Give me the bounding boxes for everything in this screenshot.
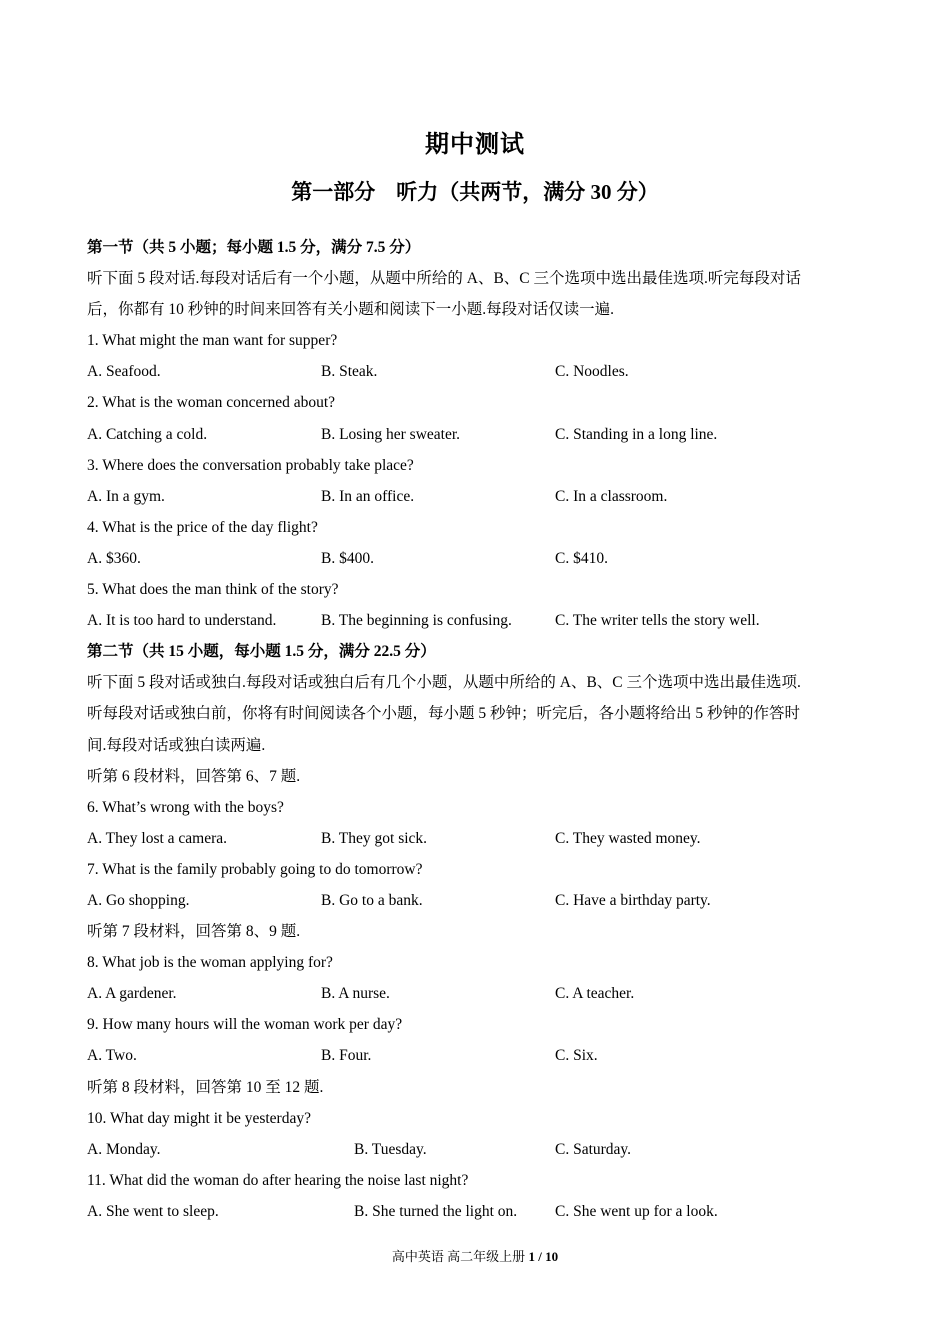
option-a: A. They lost a camera.: [87, 829, 228, 847]
section-heading: 第一节（共 5 小题；每小题 1.5 分，满分 7.5 分）: [87, 239, 421, 256]
option-b: B. Steak.: [321, 363, 378, 381]
option-c: C. Have a birthday party.: [555, 891, 711, 909]
question-stem: 10. What day might it be yesterday?: [87, 1109, 311, 1127]
material-note: 听第 6 段材料，回答第 6、7 题.: [87, 767, 301, 785]
question-stem: 2. What is the woman concerned about?: [87, 394, 336, 412]
question-stem: 6. What’s wrong with the boys?: [87, 798, 284, 816]
option-c: C. The writer tells the story well.: [555, 612, 760, 630]
option-c: C. In a classroom.: [555, 487, 668, 505]
instructions: 听下面 5 段对话.每段对话后有一个小题，从题中所给的 A、B、C 三个选项中选出最佳选项.听完每段对话: [87, 270, 801, 288]
question-options: [87, 605, 872, 636]
option-a: A. In a gym.: [87, 487, 165, 505]
option-c: C. They wasted money.: [555, 829, 701, 847]
question-stem: 7. What is the family probably going to do tomorrow?: [87, 860, 423, 878]
option-b: B. Tuesday.: [354, 1140, 427, 1158]
page-number: 1: [528, 1249, 535, 1264]
section-heading: 第二节（共 15 小题，每小题 1.5 分，满分 22.5 分）: [87, 643, 436, 661]
footer-text: 高中英语 高二年级上册: [391, 1249, 529, 1264]
question-options: [87, 1134, 872, 1165]
option-a: A. Monday.: [87, 1140, 161, 1158]
question-stem: 3. Where does the conversation probably take place?: [87, 456, 414, 474]
option-a: A. Go shopping.: [87, 891, 190, 909]
page-separator: /: [534, 1249, 546, 1264]
question-options: [87, 481, 872, 512]
page-total: 10: [545, 1249, 559, 1264]
option-b: B. In an office.: [321, 487, 415, 505]
option-b: B. Go to a bank.: [321, 891, 423, 909]
question-options: [87, 885, 872, 916]
question-options: [87, 543, 872, 574]
question-stem: 1. What might the man want for supper?: [87, 332, 338, 350]
material-note: 听第 8 段材料，回答第 10 至 12 题.: [87, 1078, 324, 1096]
question-options: [87, 823, 872, 854]
question-options: [87, 1196, 872, 1227]
question-stem: 4. What is the price of the day flight?: [87, 518, 318, 536]
option-a: A. She went to sleep.: [87, 1202, 219, 1220]
document-body: [87, 232, 872, 1227]
question-stem: 11. What did the woman do after hearing the noise last night?: [87, 1171, 469, 1189]
option-c: C. Noodles.: [555, 363, 629, 381]
option-a: A. A gardener.: [87, 985, 177, 1003]
option-a: A. Catching a cold.: [87, 425, 208, 443]
option-a: A. Seafood.: [87, 363, 161, 381]
question-stem: 9. How many hours will the woman work per day?: [87, 1016, 403, 1034]
page-footer: [0, 1246, 950, 1265]
option-b: B. The beginning is confusing.: [321, 612, 512, 630]
option-b: B. A nurse.: [321, 985, 390, 1003]
option-b: B. She turned the light on.: [354, 1202, 518, 1220]
instructions: 后，你都有 10 秒钟的时间来回答有关小题和阅读下一小题.每段对话仅读一遍.: [87, 301, 615, 319]
question-options: [87, 356, 872, 387]
option-c: C. Standing in a long line.: [555, 425, 718, 443]
instructions: 间.每段对话或独白读两遍.: [87, 736, 266, 754]
option-b: B. Four.: [321, 1047, 372, 1065]
part-title: 第一部分 听力（共两节，满分 30 分）: [291, 180, 659, 204]
question-stem: 5. What does the man think of the story?: [87, 581, 339, 599]
instructions: 听下面 5 段对话或独白.每段对话或独白后有几个小题，从题中所给的 A、B、C 三个选项中选出最佳选项.: [87, 674, 801, 692]
option-c: C. Six.: [555, 1047, 598, 1065]
option-a: A. It is too hard to understand.: [87, 612, 277, 630]
option-c: C. Saturday.: [555, 1140, 632, 1158]
option-a: A. Two.: [87, 1047, 137, 1065]
question-options: [87, 978, 872, 1009]
option-b: B. Losing her sweater.: [321, 425, 461, 443]
question-options: [87, 419, 872, 450]
option-c: C. A teacher.: [555, 985, 635, 1003]
option-c: C. $410.: [555, 549, 608, 567]
option-b: B. They got sick.: [321, 829, 428, 847]
question-stem: 8. What job is the woman applying for?: [87, 954, 333, 972]
material-note: 听第 7 段材料，回答第 8、9 题.: [87, 923, 301, 941]
option-a: A. $360.: [87, 549, 141, 567]
question-options: [87, 1040, 872, 1071]
option-b: B. $400.: [321, 549, 374, 567]
page-title: 期中测试: [425, 132, 525, 158]
instructions: 听每段对话或独白前，你将有时间阅读各个小题，每小题 5 秒钟；听完后，各小题将给出 5 秒钟的作答时: [87, 705, 801, 723]
option-c: C. She went up for a look.: [555, 1202, 718, 1220]
